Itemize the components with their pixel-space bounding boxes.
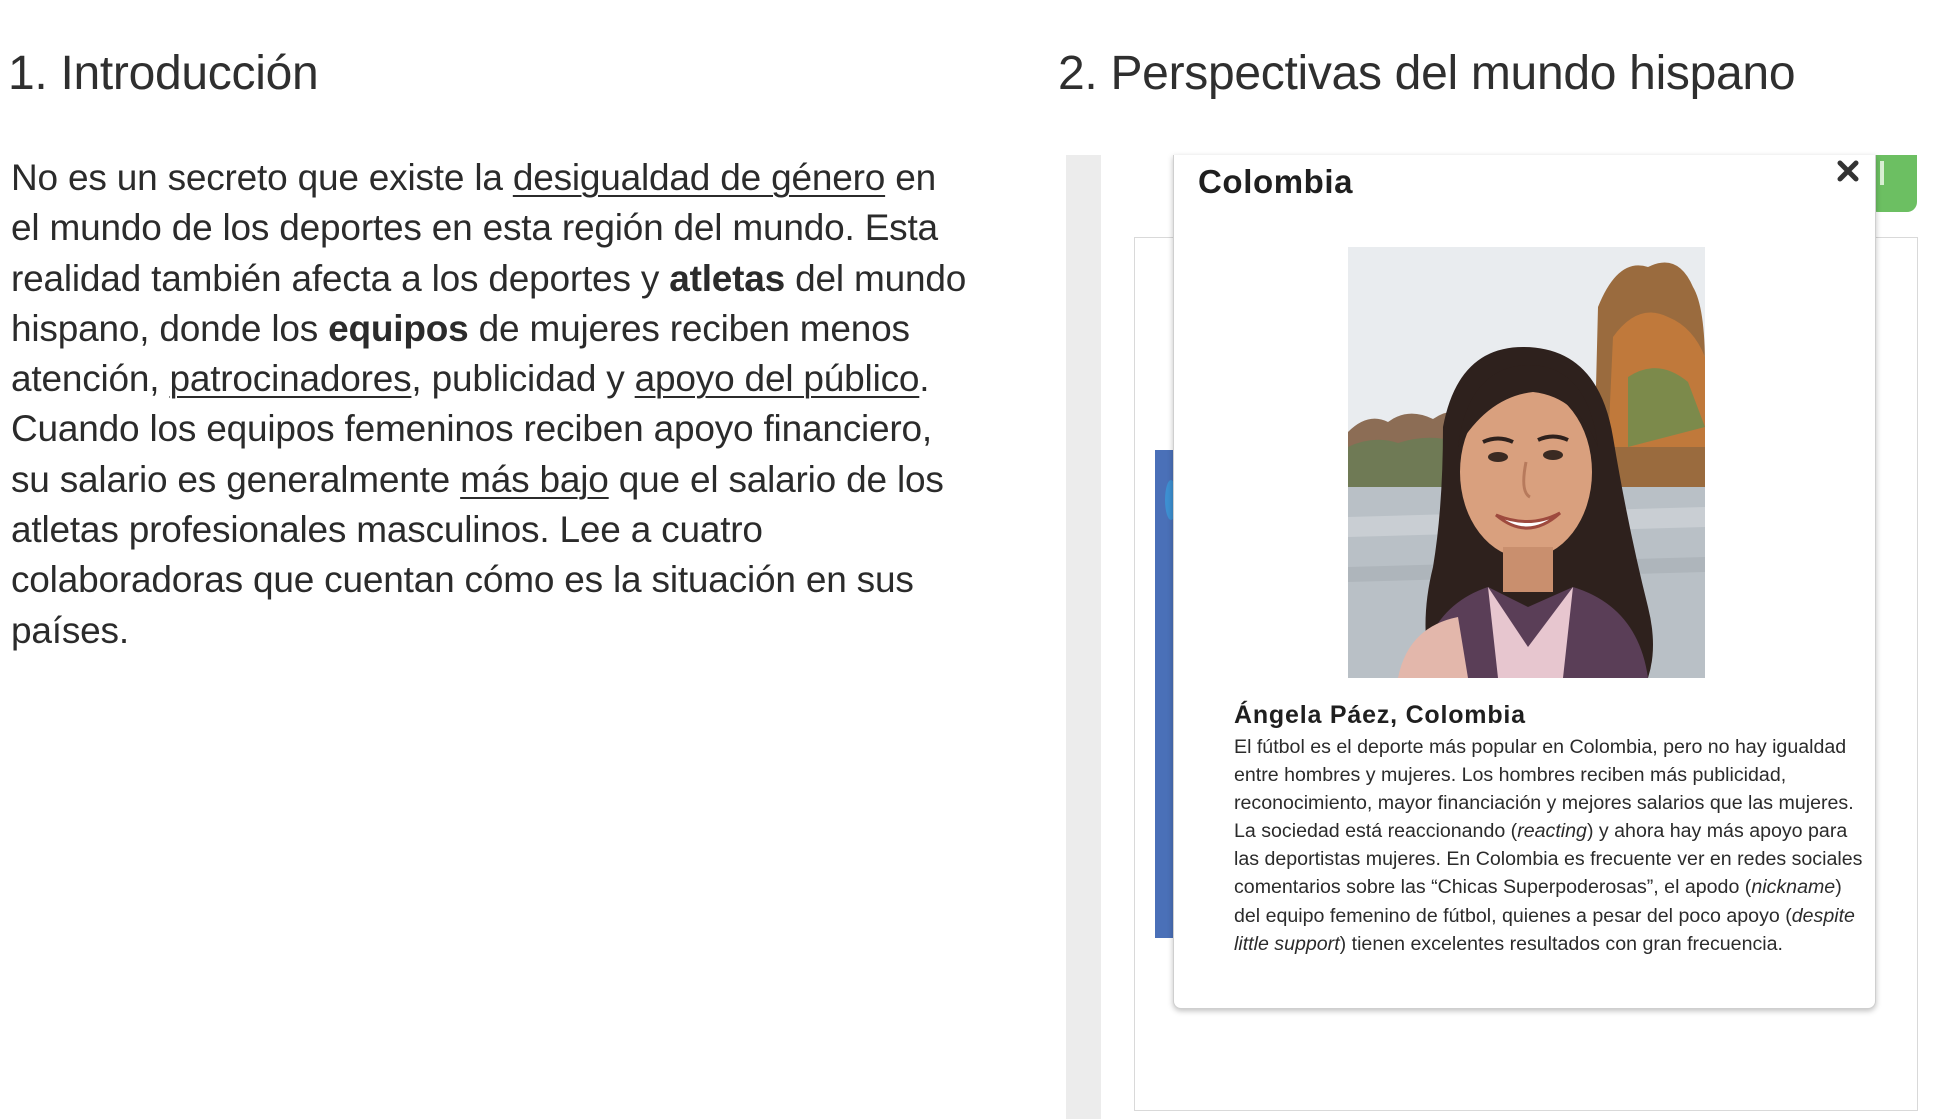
tab-mark [1880,161,1884,185]
caption-italic-nickname: nickname [1751,876,1836,899]
bold-term-atletas: atletas [669,257,786,299]
caption-segment: ) del equipo femenino de fútbol, quienes a pesar del poco apoyo ( [1234,876,1842,927]
caption-segment: ) tienen excelentes resultados con gran frecuencia. [1339,932,1783,955]
caption-italic-despite: despite little support [1234,904,1855,955]
text-segment: que el salario de los atletas profesionales masculinos. Lee a cuatro colaboradoras que cuentan cómo es la situación en sus países. [11,458,944,651]
text-segment: del mundo hispano, donde los [11,257,967,349]
intro-paragraph [11,153,971,656]
caption-text [1234,733,1864,958]
caption-name: Ángela Páez, Colombia [1234,701,1526,729]
scroll-gutter [1066,155,1101,1119]
portrait-photo [1348,247,1705,678]
caption-segment: ) y ahora hay más apoyo para las deportistas mujeres. En Colombia es frecuente ver en redes sociales comentarios sobre las “Chicas Superpoderosas”, el apodo ( [1234,820,1863,899]
vocab-link-apoyo-del-publico[interactable]: apoyo del público [634,358,920,400]
text-segment: , publicidad y [411,358,635,400]
caption-segment: El fútbol es el deporte más popular en Colombia, pero no hay igualdad entre hombres y mujeres. Los hombres reciben más publicidad, reconocimiento, mayor financiación y mejores salarios que las mujeres. La sociedad está reaccionando ( [1234,736,1854,843]
vocab-link-desigualdad[interactable]: desigualdad de género [512,157,886,198]
text-segment: No es un secreto que existe la [11,157,513,198]
country-popup [1173,155,1876,1009]
popup-title: Colombia [1198,163,1354,200]
close-icon[interactable] [1832,155,1864,187]
caption-italic-reacting: reacting [1517,820,1587,843]
section-heading-introduccion: 1. Introducción [8,47,319,100]
text-segment: . Cuando los equipos femeninos reciben apoyo financiero, su salario es generalmente [11,358,932,500]
section-heading-perspectivas: 2. Perspectivas del mundo hispano [1058,47,1796,100]
vocab-link-mas-bajo[interactable]: más bajo [460,458,609,500]
bold-term-equipos: equipos [328,307,469,349]
text-segment: en el mundo de los deportes en esta región del mundo. Esta realidad también afecta a los deportes y [11,157,938,299]
vocab-link-patrocinadores[interactable]: patrocinadores [169,358,412,400]
text-segment: de mujeres reciben menos atención, [11,307,910,400]
